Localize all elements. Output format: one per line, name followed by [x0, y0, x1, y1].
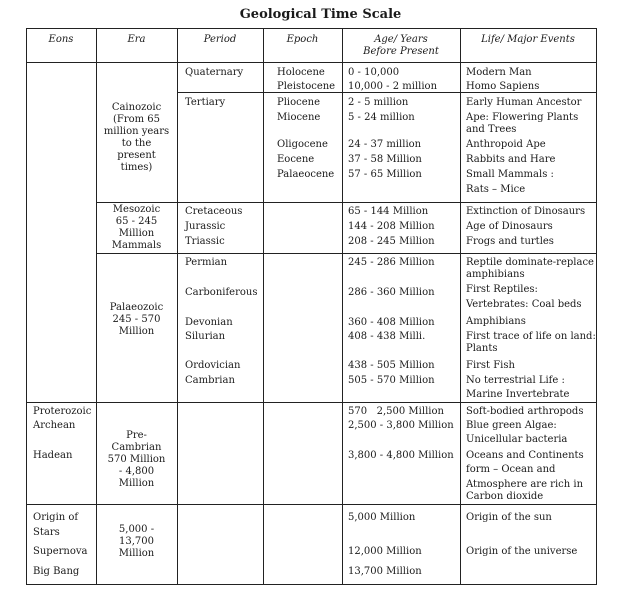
- era-origin: 13,700: [119, 536, 154, 547]
- era-precambrian: 570 Million: [107, 454, 166, 465]
- life-event: Extinction of Dinosaurs: [466, 206, 586, 217]
- col-divider: [177, 28, 178, 585]
- life-event: First trace of life on land:: [466, 331, 596, 342]
- life-event: No terrestrial Life :: [466, 375, 565, 386]
- life-event: Blue green Algae:: [466, 420, 557, 431]
- eon-origin-of-stars: Origin of: [33, 512, 79, 523]
- era-palaeozoic: Palaeozoic: [109, 302, 164, 313]
- header-life: Life/ Major Events: [481, 34, 575, 45]
- age-value: 208 - 245 Million: [348, 236, 435, 247]
- eon-proterozoic: Proterozoic: [33, 406, 92, 417]
- epoch-holocene: Holocene: [277, 67, 325, 78]
- age-value: 2,500 - 3,800 Million: [348, 420, 454, 431]
- header-epoch: Epoch: [286, 34, 319, 45]
- life-event: Ape: Flowering Plants: [466, 112, 579, 123]
- life-event: First Fish: [466, 360, 515, 371]
- life-event: Oceans and Continents: [466, 450, 584, 461]
- age-value: 37 - 58 Million: [348, 154, 422, 165]
- age-value: 408 - 438 Milli.: [348, 331, 426, 342]
- life-event: Carbon dioxide: [466, 491, 544, 502]
- era-cenozoic: to the: [121, 138, 152, 149]
- col-divider: [460, 28, 461, 585]
- life-event: Amphibians: [466, 316, 526, 327]
- era-precambrian: Million: [118, 478, 155, 489]
- age-value: 286 - 360 Million: [348, 287, 435, 298]
- page-title: Geological Time Scale: [239, 7, 402, 22]
- epoch-miocene: Miocene: [277, 112, 321, 123]
- header-divider: [26, 62, 597, 63]
- row-divider: [96, 253, 597, 254]
- life-event: Early Human Ancestor: [466, 97, 582, 108]
- age-value: 5 - 24 million: [348, 112, 415, 123]
- table-border-top: [26, 28, 597, 29]
- period-carboniferous: Carboniferous: [185, 287, 258, 298]
- era-precambrian: - 4,800: [118, 466, 155, 477]
- eon-origin-of-stars: Stars: [33, 527, 60, 538]
- eon-big-bang: Big Bang: [33, 566, 80, 577]
- period-tertiary: Tertiary: [185, 97, 226, 108]
- age-value: 0 - 10,000: [348, 67, 400, 78]
- life-event: Unicellular bacteria: [466, 434, 568, 445]
- col-divider: [263, 28, 264, 585]
- epoch-pleistocene: Pleistocene: [277, 81, 336, 92]
- age-value: 438 - 505 Million: [348, 360, 435, 371]
- life-event: Marine Invertebrate: [466, 389, 570, 400]
- era-palaeozoic: 245 - 570: [112, 314, 161, 325]
- period-quaternary: Quaternary: [185, 67, 244, 78]
- period-triassic: Triassic: [185, 236, 225, 247]
- header-age-sub: Before Present: [363, 46, 439, 57]
- epoch-pliocene: Pliocene: [277, 97, 321, 108]
- age-value: 2 - 5 million: [348, 97, 409, 108]
- row-divider: [26, 402, 597, 403]
- period-devonian: Devonian: [185, 317, 233, 328]
- life-event: form – Ocean and: [466, 464, 556, 475]
- age-value: 5,000 Million: [348, 512, 416, 523]
- row-divider: [26, 504, 597, 505]
- period-jurassic: Jurassic: [185, 221, 226, 232]
- life-event: Rabbits and Hare: [466, 154, 556, 165]
- header-eons: Eons: [48, 34, 74, 45]
- age-value: 24 - 37 million: [348, 139, 422, 150]
- age-value: 3,800 - 4,800 Million: [348, 450, 454, 461]
- header-age: Age/ Years: [374, 34, 428, 45]
- col-divider: [342, 28, 343, 585]
- period-silurian: Silurian: [185, 331, 226, 342]
- age-value: 570 2,500 Million: [348, 406, 444, 417]
- era-cenozoic: Cainozoic: [111, 102, 162, 113]
- period-cambrian: Cambrian: [185, 375, 235, 386]
- life-event: Origin of the sun: [466, 512, 552, 523]
- era-cenozoic: times): [120, 162, 153, 173]
- period-permian: Permian: [185, 257, 228, 268]
- era-cenozoic: million years: [103, 126, 170, 137]
- age-value: 245 - 286 Million: [348, 257, 435, 268]
- table-border-bottom: [26, 584, 597, 585]
- era-palaeozoic: Million: [118, 326, 155, 337]
- era-mesozoic: Million: [118, 228, 155, 239]
- header-period: Period: [203, 34, 237, 45]
- age-value: 65 - 144 Million: [348, 206, 429, 217]
- life-event: Modern Man: [466, 67, 532, 78]
- age-value: 10,000 - 2 million: [348, 81, 438, 92]
- era-cenozoic: (From 65: [112, 114, 161, 125]
- age-value: 57 - 65 Million: [348, 169, 422, 180]
- header-era: Era: [127, 34, 146, 45]
- life-event: Age of Dinosaurs: [466, 221, 553, 232]
- era-precambrian: Cambrian: [111, 442, 162, 453]
- life-event: Anthropoid Ape: [466, 139, 546, 150]
- age-value: 360 - 408 Million: [348, 317, 435, 328]
- epoch-eocene: Eocene: [277, 154, 315, 165]
- life-event: Soft-bodied arthropods: [466, 406, 584, 417]
- period-cretaceous: Cretaceous: [185, 206, 243, 217]
- life-event: Origin of the universe: [466, 546, 578, 557]
- row-divider: [96, 202, 597, 203]
- eon-archean: Archean: [33, 420, 76, 431]
- era-mesozoic: Mammals: [111, 240, 162, 251]
- life-event: Plants: [466, 343, 498, 354]
- era-precambrian: Pre-: [126, 430, 147, 441]
- life-event: Small Mammals :: [466, 169, 554, 180]
- age-value: 13,700 Million: [348, 566, 422, 577]
- life-event: Reptile dominate-replace: [466, 257, 594, 268]
- era-mesozoic: 65 - 245: [115, 216, 158, 227]
- period-ordovician: Ordovician: [185, 360, 241, 371]
- life-event: Vertebrates: Coal beds: [466, 299, 582, 310]
- life-event: and Trees: [466, 124, 517, 135]
- age-value: 12,000 Million: [348, 546, 422, 557]
- era-origin: 5,000 -: [118, 524, 155, 535]
- life-event: First Reptiles:: [466, 284, 538, 295]
- era-origin: Million: [118, 548, 155, 559]
- age-value: 505 - 570 Million: [348, 375, 435, 386]
- life-event: Rats – Mice: [466, 184, 526, 195]
- table-border-left: [26, 28, 27, 585]
- epoch-palaeocene: Palaeocene: [277, 169, 335, 180]
- age-value: 144 - 208 Million: [348, 221, 435, 232]
- life-event: amphibians: [466, 269, 525, 280]
- table-border-right: [596, 28, 597, 585]
- epoch-oligocene: Oligocene: [277, 139, 328, 150]
- eon-hadean: Hadean: [33, 450, 73, 461]
- life-event: Frogs and turtles: [466, 236, 554, 247]
- life-event: Atmosphere are rich in: [466, 479, 584, 490]
- era-cenozoic: present: [117, 150, 156, 161]
- eon-supernova: Supernova: [33, 546, 88, 557]
- era-mesozoic: Mesozoic: [112, 204, 161, 215]
- life-event: Homo Sapiens: [466, 81, 540, 92]
